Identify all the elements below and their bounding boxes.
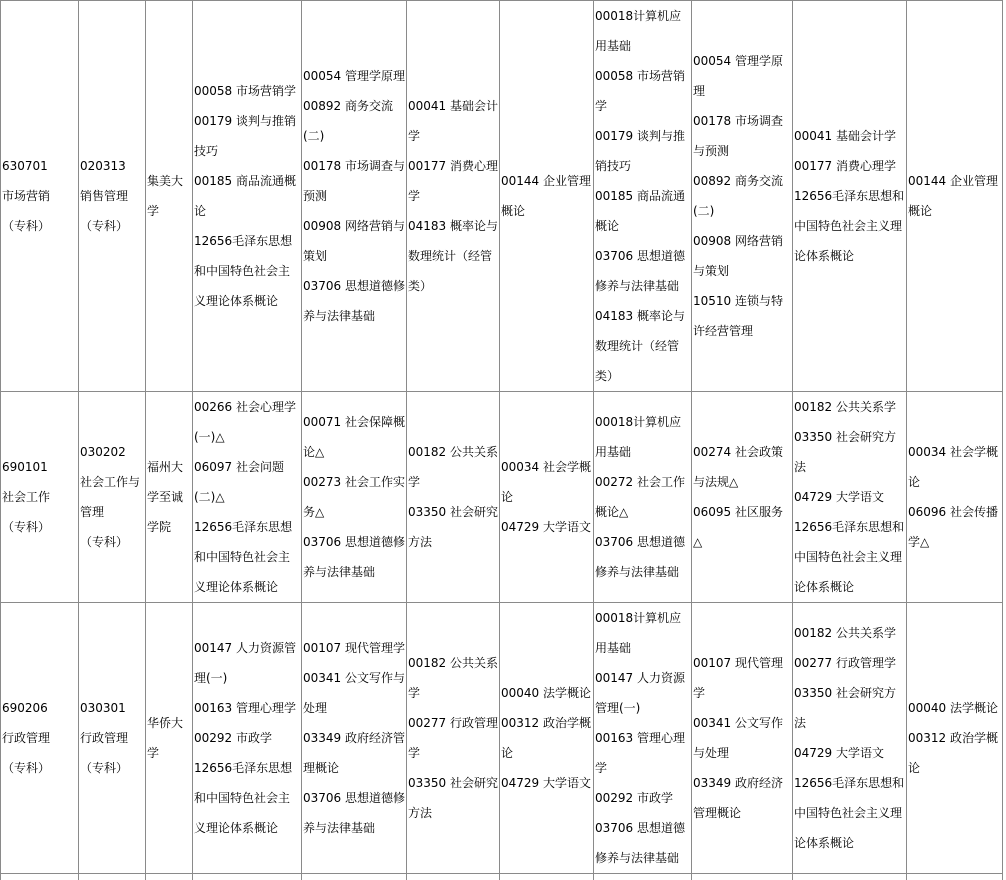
course-list-cell	[500, 1, 594, 392]
cell-text: 华侨大学	[147, 708, 191, 768]
cell-text: 00266 社会心理学(一)△	[194, 392, 300, 452]
course-list-cell	[793, 392, 907, 603]
cell-text: 00182 公共关系学	[794, 618, 905, 648]
cell-text: 00185 商品流通概论	[595, 181, 690, 241]
cell-text: 00292 市政学	[194, 723, 300, 753]
cell-text: 00312 政治学概论	[501, 708, 592, 768]
empty-cell	[500, 874, 594, 880]
course-list-cell	[302, 1, 407, 392]
course-list-cell	[193, 1, 302, 392]
cell-text: 00058 市场营销学	[194, 76, 300, 106]
cell-text: 12656毛泽东思想和中国特色社会主义理论体系概论	[794, 512, 905, 602]
empty-cell	[302, 874, 407, 880]
course-list-cell	[692, 392, 793, 603]
cell-text: 00163 管理心理学	[194, 693, 300, 723]
cell-text: 00292 市政学	[595, 783, 690, 813]
cell-text: 12656毛泽东思想和中国特色社会主义理论体系概论	[794, 181, 905, 271]
empty-cell	[146, 874, 193, 880]
cell-text: 00277 行政管理学	[408, 708, 498, 768]
cell-text: 00107 现代管理学	[693, 648, 791, 708]
course-list-cell	[793, 603, 907, 874]
cell-text: 00147 人力资源管理(一)	[194, 633, 300, 693]
course-list-cell	[302, 392, 407, 603]
major-cell	[1, 603, 79, 874]
cell-text: 03350 社会研究方法	[408, 768, 498, 828]
cell-text: 00185 商品流通概论	[194, 166, 300, 226]
cell-text: 00341 公文写作与处理	[303, 663, 405, 723]
cell-text: 04729 大学语文	[794, 738, 905, 768]
course-list-cell	[793, 1, 907, 392]
cell-text: 10510 连锁与特许经营管理	[693, 286, 791, 346]
school-cell	[146, 392, 193, 603]
cell-text: 04729 大学语文	[501, 768, 592, 798]
table-row	[1, 874, 1003, 880]
course-list-cell	[594, 603, 692, 874]
cell-text: （专科）	[2, 211, 77, 241]
cell-text: 00147 人力资源管理(一)	[595, 663, 690, 723]
cell-text: 00040 法学概论	[501, 678, 592, 708]
cell-text: 00058 市场营销学	[595, 61, 690, 121]
cell-text: 00144 企业管理概论	[501, 166, 592, 226]
cell-text: 00182 公共关系学	[794, 392, 905, 422]
course-list-cell	[407, 1, 500, 392]
cell-text: 04183 概率论与数理统计（经管类）	[408, 211, 498, 301]
cell-text: 00277 行政管理学	[794, 648, 905, 678]
empty-cell	[907, 874, 1003, 880]
cell-text: 00018计算机应用基础	[595, 407, 690, 467]
cell-text: 00341 公文写作与处理	[693, 708, 791, 768]
cell-text: （专科）	[2, 753, 77, 783]
cell-text: 03706 思想道德修养与法律基础	[303, 783, 405, 843]
cell-text: 630701	[2, 151, 77, 181]
cell-text: 市场营销	[2, 181, 77, 211]
cell-text: 00182 公共关系学	[408, 648, 498, 708]
cell-text: 03349 政府经济管理概论	[303, 723, 405, 783]
empty-cell	[193, 874, 302, 880]
cell-text: 00273 社会工作实务△	[303, 467, 405, 527]
cell-text: 00018计算机应用基础	[595, 603, 690, 663]
cell-text: 00177 消费心理学	[408, 151, 498, 211]
empty-cell	[79, 874, 146, 880]
cell-text: 00107 现代管理学	[303, 633, 405, 663]
cell-text: 社会工作	[2, 482, 77, 512]
cell-text: 03706 思想道德修养与法律基础	[595, 527, 690, 587]
course-list-cell	[907, 392, 1003, 603]
cell-text: 03350 社会研究方法	[794, 422, 905, 482]
table-row	[1, 1, 1003, 392]
cell-text: 行政管理	[80, 723, 144, 753]
course-list-cell	[692, 1, 793, 392]
cell-text: 00908 网络营销与策划	[693, 226, 791, 286]
cell-text: 04183 概率论与数理统计（经管类）	[595, 301, 690, 391]
cell-text: 00179 谈判与推销技巧	[595, 121, 690, 181]
course-list-cell	[407, 392, 500, 603]
cell-text: 00179 谈判与推销技巧	[194, 106, 300, 166]
cell-text: 00177 消费心理学	[794, 151, 905, 181]
cell-text: 04729 大学语文	[501, 512, 592, 542]
cell-text: 福州大学至诚学院	[147, 452, 191, 542]
cell-text: 12656毛泽东思想和中国特色社会主义理论体系概论	[194, 512, 300, 602]
course-list-cell	[193, 603, 302, 874]
cell-text: 12656毛泽东思想和中国特色社会主义理论体系概论	[194, 226, 300, 316]
course-list-cell	[193, 392, 302, 603]
course-list-cell	[907, 603, 1003, 874]
cell-text: 00892 商务交流(二)	[303, 91, 405, 151]
cell-text: （专科）	[2, 512, 77, 542]
empty-cell	[1, 874, 79, 880]
cell-text: 00041 基础会计学	[794, 121, 905, 151]
course-list-cell	[500, 392, 594, 603]
cell-text: 03350 社会研究方法	[408, 497, 498, 557]
major-cell	[1, 1, 79, 392]
target-major-cell	[79, 603, 146, 874]
cell-text: 03349 政府经济管理概论	[693, 768, 791, 828]
cell-text: 04729 大学语文	[794, 482, 905, 512]
cell-text: 03706 思想道德修养与法律基础	[595, 241, 690, 301]
cell-text: 00054 管理学原理	[693, 46, 791, 106]
cell-text: （专科）	[80, 211, 144, 241]
cell-text: 00163 管理心理学	[595, 723, 690, 783]
cell-text: 00178 市场调查与预测	[303, 151, 405, 211]
cell-text: 集美大学	[147, 166, 191, 226]
cell-text: 030301	[80, 693, 144, 723]
cell-text: 00274 社会政策与法规△	[693, 437, 791, 497]
cell-text: 00312 政治学概论	[908, 723, 1001, 783]
cell-text: 03350 社会研究方法	[794, 678, 905, 738]
cell-text: 03706 思想道德修养与法律基础	[303, 527, 405, 587]
empty-cell	[692, 874, 793, 880]
school-cell	[146, 603, 193, 874]
cell-text: 00040 法学概论	[908, 693, 1001, 723]
course-list-cell	[594, 392, 692, 603]
course-list-cell	[500, 603, 594, 874]
cell-text: 行政管理	[2, 723, 77, 753]
table-row	[1, 603, 1003, 874]
cell-text: 00272 社会工作概论△	[595, 467, 690, 527]
cell-text: 03706 思想道德修养与法律基础	[303, 271, 405, 331]
cell-text: 00178 市场调查与预测	[693, 106, 791, 166]
empty-cell	[594, 874, 692, 880]
cell-text: 06097 社会问题(二)△	[194, 452, 300, 512]
table-row	[1, 392, 1003, 603]
cell-text: 社会工作与管理	[80, 467, 144, 527]
course-list-cell	[907, 1, 1003, 392]
cell-text: 00071 社会保障概论△	[303, 407, 405, 467]
cell-text: 00018计算机应用基础	[595, 1, 690, 61]
target-major-cell	[79, 1, 146, 392]
cell-text: （专科）	[80, 753, 144, 783]
cell-text: 020313	[80, 151, 144, 181]
cell-text: 03706 思想道德修养与法律基础	[595, 813, 690, 873]
cell-text: 00034 社会学概论	[501, 452, 592, 512]
cell-text: 00908 网络营销与策划	[303, 211, 405, 271]
cell-text: 00034 社会学概论	[908, 437, 1001, 497]
cell-text: 00892 商务交流(二)	[693, 166, 791, 226]
cell-text: 06096 社会传播学△	[908, 497, 1001, 557]
cell-text: （专科）	[80, 527, 144, 557]
target-major-cell	[79, 392, 146, 603]
empty-cell	[407, 874, 500, 880]
major-cell	[1, 392, 79, 603]
cell-text: 690206	[2, 693, 77, 723]
cell-text: 690101	[2, 452, 77, 482]
cell-text: 06095 社区服务△	[693, 497, 791, 557]
cell-text: 销售管理	[80, 181, 144, 211]
cell-text: 12656毛泽东思想和中国特色社会主义理论体系概论	[194, 753, 300, 843]
course-list-cell	[692, 603, 793, 874]
cell-text: 030202	[80, 437, 144, 467]
course-list-cell	[302, 603, 407, 874]
cell-text: 00182 公共关系学	[408, 437, 498, 497]
empty-cell	[793, 874, 907, 880]
course-list-cell	[594, 1, 692, 392]
course-list-cell	[407, 603, 500, 874]
cell-text: 12656毛泽东思想和中国特色社会主义理论体系概论	[794, 768, 905, 858]
cell-text: 00144 企业管理概论	[908, 166, 1001, 226]
school-cell	[146, 1, 193, 392]
cell-text: 00041 基础会计学	[408, 91, 498, 151]
cell-text: 00054 管理学原理	[303, 61, 405, 91]
